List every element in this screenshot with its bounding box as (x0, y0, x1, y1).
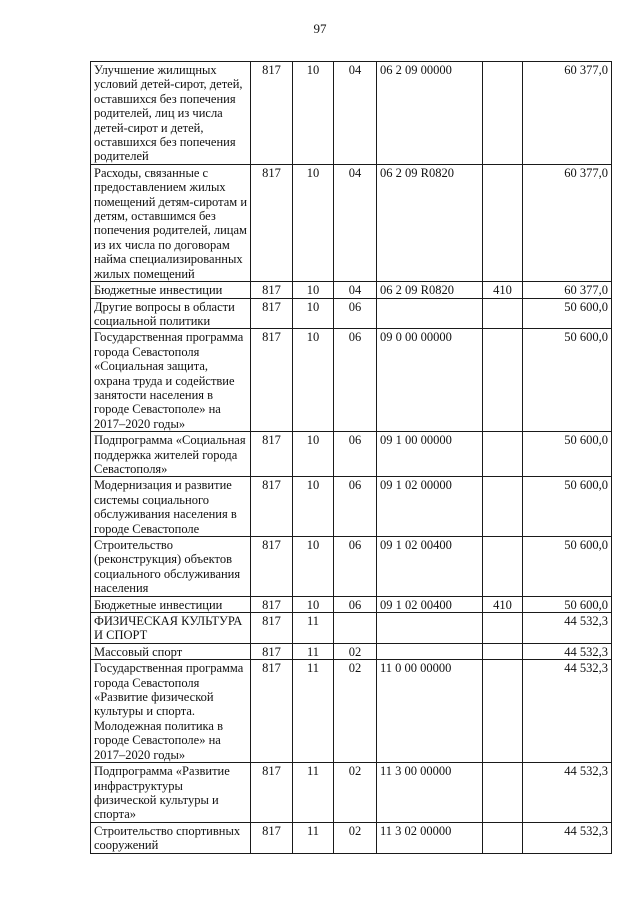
row-subsection: 02 (334, 763, 377, 823)
row-target-article: 09 1 02 00400 (377, 596, 483, 612)
row-expense-type: 410 (483, 282, 523, 298)
row-amount: 60 377,0 (523, 62, 612, 165)
row-expense-type (483, 643, 523, 659)
row-expense-type (483, 432, 523, 477)
table-row (91, 282, 612, 298)
row-name: Расходы, связанные с предоставлением жилых помещений детям-сиротам и детям, оставшимся без попечения родителей, лицам из их числа по договорам найма специализированных жилых помещений (91, 164, 251, 281)
table-row (91, 613, 612, 644)
row-ved: 817 (251, 298, 293, 329)
row-target-article: 11 3 00 00000 (377, 763, 483, 823)
row-amount: 44 532,3 (523, 660, 612, 763)
row-expense-type (483, 660, 523, 763)
row-section: 10 (293, 329, 334, 432)
row-section: 11 (293, 763, 334, 823)
row-section: 10 (293, 477, 334, 537)
row-target-article: 11 0 00 00000 (377, 660, 483, 763)
table-row (91, 62, 612, 165)
row-target-article: 09 1 00 00000 (377, 432, 483, 477)
row-subsection: 02 (334, 660, 377, 763)
row-section: 11 (293, 822, 334, 853)
row-ved: 817 (251, 596, 293, 612)
row-section: 10 (293, 537, 334, 597)
row-section: 11 (293, 660, 334, 763)
row-name: Массовый спорт (91, 643, 251, 659)
row-expense-type (483, 329, 523, 432)
row-target-article: 09 1 02 00000 (377, 477, 483, 537)
row-target-article: 06 2 09 R0820 (377, 282, 483, 298)
row-subsection: 06 (334, 298, 377, 329)
row-subsection (334, 613, 377, 644)
row-amount: 44 532,3 (523, 643, 612, 659)
row-name: Улучшение жилищных условий детей-сирот, детей, оставшихся без попечения родителей, лиц из числа детей-сирот и детей, оставшихся без попечения родителей (91, 62, 251, 165)
row-expense-type (483, 298, 523, 329)
row-target-article (377, 298, 483, 329)
row-target-article: 06 2 09 R0820 (377, 164, 483, 281)
table-row (91, 329, 612, 432)
row-amount: 44 532,3 (523, 613, 612, 644)
row-name: Государственная программа города Севастополя «Социальная защита, охрана труда и содействие занятости населения в городе Севастополе» на 2017–2020 годы» (91, 329, 251, 432)
row-section: 11 (293, 613, 334, 644)
page-number: 97 (313, 21, 327, 36)
row-target-article: 09 0 00 00000 (377, 329, 483, 432)
row-ved: 817 (251, 62, 293, 165)
row-ved: 817 (251, 660, 293, 763)
row-name: Строительство (реконструкция) объектов социального обслуживания населения (91, 537, 251, 597)
row-target-article (377, 613, 483, 644)
row-name: Государственная программа города Севастополя «Развитие физической культуры и спорта. Молодежная политика в городе Севастополе» на 2017–2020 годы» (91, 660, 251, 763)
row-amount: 60 377,0 (523, 164, 612, 281)
row-ved: 817 (251, 613, 293, 644)
row-expense-type (483, 62, 523, 165)
row-expense-type (483, 822, 523, 853)
table-row (91, 537, 612, 597)
row-section: 10 (293, 282, 334, 298)
row-section: 11 (293, 643, 334, 659)
row-ved: 817 (251, 763, 293, 823)
row-target-article (377, 643, 483, 659)
row-ved: 817 (251, 822, 293, 853)
table-row (91, 763, 612, 823)
row-subsection: 06 (334, 537, 377, 597)
row-name: Другие вопросы в области социальной политики (91, 298, 251, 329)
table-row (91, 298, 612, 329)
row-section: 10 (293, 596, 334, 612)
row-ved: 817 (251, 537, 293, 597)
row-name: Строительство спортивных сооружений (91, 822, 251, 853)
row-target-article: 09 1 02 00400 (377, 537, 483, 597)
row-expense-type (483, 477, 523, 537)
row-amount: 50 600,0 (523, 298, 612, 329)
table-row (91, 596, 612, 612)
row-amount: 44 532,3 (523, 822, 612, 853)
row-section: 10 (293, 62, 334, 165)
row-name: ФИЗИЧЕСКАЯ КУЛЬТУРА И СПОРТ (91, 613, 251, 644)
row-name: Подпрограмма «Развитие инфраструктуры физической культуры и спорта» (91, 763, 251, 823)
row-subsection: 02 (334, 643, 377, 659)
row-expense-type: 410 (483, 596, 523, 612)
row-amount: 50 600,0 (523, 477, 612, 537)
table-row (91, 164, 612, 281)
row-target-article: 11 3 02 00000 (377, 822, 483, 853)
budget-table (90, 61, 612, 854)
row-subsection: 04 (334, 164, 377, 281)
row-amount: 50 600,0 (523, 596, 612, 612)
row-ved: 817 (251, 643, 293, 659)
table-row (91, 660, 612, 763)
row-amount: 50 600,0 (523, 432, 612, 477)
row-name: Модернизация и развитие системы социального обслуживания населения в городе Севастополе (91, 477, 251, 537)
row-subsection: 04 (334, 62, 377, 165)
row-ved: 817 (251, 282, 293, 298)
row-expense-type (483, 164, 523, 281)
row-section: 10 (293, 164, 334, 281)
row-amount: 50 600,0 (523, 537, 612, 597)
table-row (91, 643, 612, 659)
table-row (91, 432, 612, 477)
row-subsection: 06 (334, 477, 377, 537)
row-expense-type (483, 613, 523, 644)
row-subsection: 04 (334, 282, 377, 298)
row-ved: 817 (251, 477, 293, 537)
row-subsection: 02 (334, 822, 377, 853)
row-expense-type (483, 763, 523, 823)
row-ved: 817 (251, 164, 293, 281)
row-target-article: 06 2 09 00000 (377, 62, 483, 165)
row-section: 10 (293, 298, 334, 329)
row-section: 10 (293, 432, 334, 477)
table-row (91, 477, 612, 537)
row-subsection: 06 (334, 329, 377, 432)
row-amount: 44 532,3 (523, 763, 612, 823)
row-ved: 817 (251, 329, 293, 432)
row-name: Подпрограмма «Социальная поддержка жителей города Севастополя» (91, 432, 251, 477)
row-subsection: 06 (334, 596, 377, 612)
row-subsection: 06 (334, 432, 377, 477)
row-name: Бюджетные инвестиции (91, 596, 251, 612)
row-ved: 817 (251, 432, 293, 477)
row-amount: 60 377,0 (523, 282, 612, 298)
table-row (91, 822, 612, 853)
row-expense-type (483, 537, 523, 597)
row-name: Бюджетные инвестиции (91, 282, 251, 298)
row-amount: 50 600,0 (523, 329, 612, 432)
